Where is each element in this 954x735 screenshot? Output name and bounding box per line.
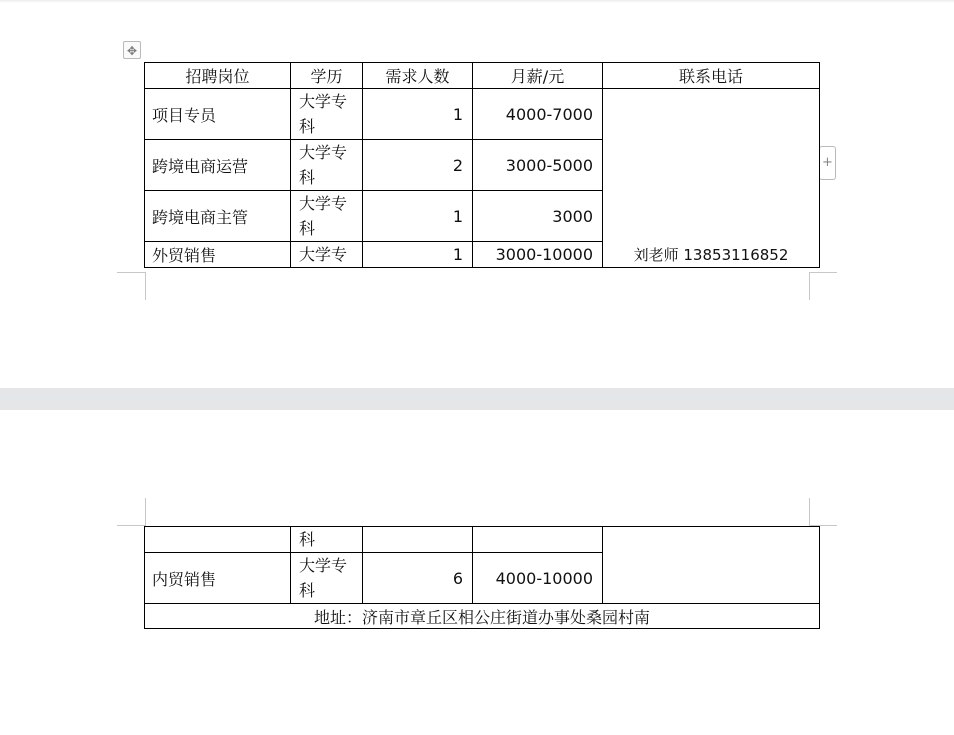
cell-count[interactable]: 1 [363,242,473,268]
cell-salary[interactable]: 3000-5000 [473,140,603,191]
move-icon[interactable]: ✥ [123,41,141,59]
cell-education[interactable]: 大学专科 [291,140,363,191]
cell-count[interactable]: 1 [363,89,473,140]
cell-salary[interactable]: 4000-10000 [473,553,603,604]
cell-position[interactable]: 跨境电商主管 [145,191,291,242]
cell-education[interactable]: 大学专科 [291,89,363,140]
cell-position[interactable]: 跨境电商运营 [145,140,291,191]
header-row [145,63,820,89]
margin-mark-bottom-right-h [809,272,837,273]
margin-mark-top-right-v [809,498,810,526]
cell-education[interactable]: 大学专科 [291,191,363,242]
plus-icon[interactable]: + [819,146,836,180]
cell-position[interactable]: 内贸销售 [145,553,291,604]
address-cell[interactable]: 地址：济南市章丘区相公庄街道办事处桑园村南 [145,604,820,629]
cell-education[interactable]: 大学专 [291,242,363,268]
margin-mark-top-left-h [117,525,145,526]
cell-salary[interactable]: 3000 [473,191,603,242]
cell-count[interactable] [363,527,473,553]
recruitment-table-continued [144,526,820,629]
cell-salary[interactable] [473,527,603,553]
header-salary: 月薪/元 [473,63,603,89]
table-row [145,527,820,553]
cell-position[interactable] [145,527,291,553]
recruitment-table [144,62,820,268]
page-separator [0,388,954,410]
cell-salary[interactable]: 4000-7000 [473,89,603,140]
margin-mark-top-left-v [145,498,146,526]
header-position: 招聘岗位 [145,63,291,89]
cell-count[interactable]: 2 [363,140,473,191]
margin-mark-bottom-left-v [145,272,146,300]
header-education: 学历 [291,63,363,89]
cell-contact[interactable] [603,89,820,268]
cell-education[interactable]: 科 [291,527,363,553]
contact-text: 刘老师 13853116852 [633,246,789,264]
header-count: 需求人数 [363,63,473,89]
cell-salary[interactable]: 3000-10000 [473,242,603,268]
cell-position[interactable]: 项目专员 [145,89,291,140]
header-phone: 联系电话 [603,63,820,89]
cell-contact-continued[interactable] [603,527,820,604]
margin-mark-bottom-right-v [809,272,810,300]
cell-count[interactable]: 6 [363,553,473,604]
cell-count[interactable]: 1 [363,191,473,242]
table-row [145,89,820,140]
address-row [145,604,820,629]
cell-position[interactable]: 外贸销售 [145,242,291,268]
margin-mark-bottom-left-h [117,272,145,273]
cell-education[interactable]: 大学专科 [291,553,363,604]
